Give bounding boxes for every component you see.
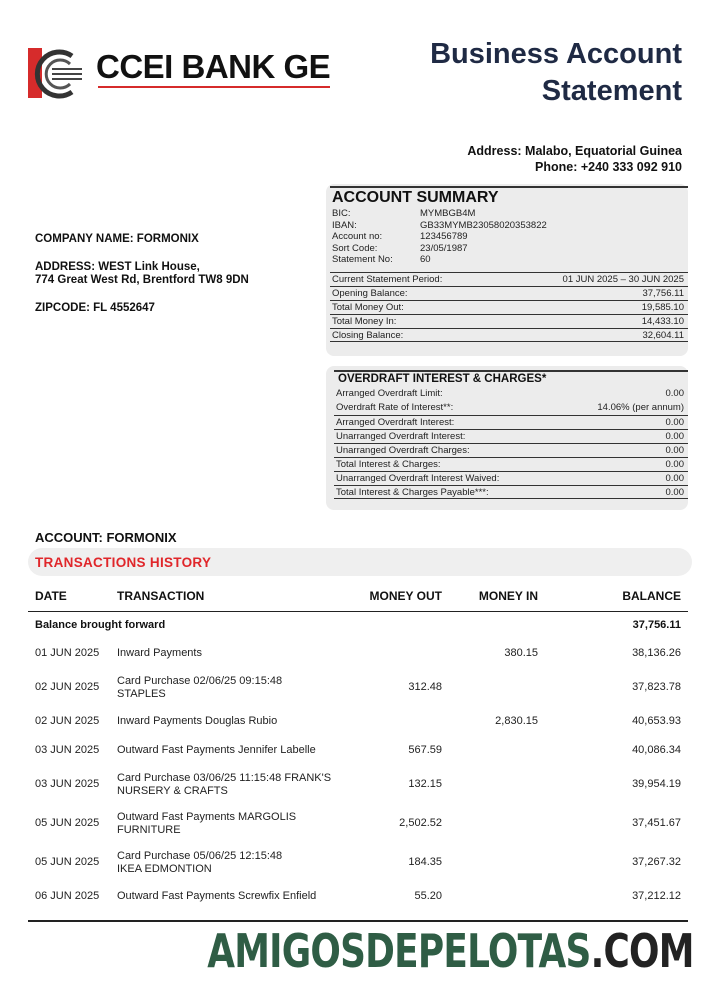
table-row — [28, 736, 688, 765]
line-label: Arranged Overdraft Interest: — [336, 417, 455, 428]
company-address-line2: 774 Great West Rd, Brentford TW8 9DN — [35, 274, 249, 286]
summary-detail-row — [332, 220, 547, 232]
account-summary — [326, 184, 688, 356]
line-label: Total Money In: — [332, 316, 397, 327]
bank-logo — [28, 42, 331, 106]
document-title-line2: Statement — [541, 75, 682, 107]
line-label: Unarranged Overdraft Charges: — [336, 445, 470, 456]
detail-label: BIC: — [332, 208, 351, 219]
transactions-table-header — [28, 586, 688, 612]
company-name: COMPANY NAME: FORMONIX — [35, 233, 199, 245]
balance-brought-forward-row — [28, 612, 688, 639]
summary-line — [330, 272, 688, 286]
table-bottom-rule — [28, 920, 688, 922]
row-transaction: Card Purchase 03/06/25 11:15:48 FRANK'S NURSERY & CRAFTS — [117, 772, 332, 797]
detail-label: Sort Code: — [332, 242, 378, 254]
row-money-out: 55.20 — [414, 890, 442, 902]
table-row — [28, 765, 688, 804]
table-row — [28, 639, 688, 668]
row-date: 03 JUN 2025 — [35, 744, 100, 756]
line-value: 0.00 — [665, 473, 684, 484]
overdraft-top-rule — [334, 370, 688, 372]
detail-label: IBAN: — [332, 219, 357, 231]
row-transaction: Card Purchase 02/06/25 09:15:48 STAPLES — [117, 675, 283, 700]
transactions-table-body — [28, 612, 688, 911]
bank-phone: Phone: +240 333 092 910 — [535, 160, 682, 174]
overdraft-line — [334, 471, 688, 485]
account-label: ACCOUNT: FORMONIX — [35, 530, 177, 545]
row-balance: 37,267.32 — [632, 856, 681, 868]
row-date: 02 JUN 2025 — [35, 681, 100, 693]
row-transaction: Outward Fast Payments Screwfix Enfield — [117, 890, 317, 902]
row-money-out: 312.48 — [408, 681, 442, 693]
row-date: 03 JUN 2025 — [35, 778, 100, 790]
table-row — [28, 668, 688, 707]
row-transaction: Card Purchase 05/06/25 12:15:48 IKEA EDMONTION — [117, 850, 283, 875]
col-money-in: MONEY IN — [478, 589, 538, 603]
overdraft-line — [334, 401, 688, 415]
row-balance: 40,086.34 — [632, 744, 681, 756]
row-balance: 39,954.19 — [632, 778, 681, 790]
detail-label: Statement No: — [332, 254, 393, 265]
table-row — [28, 804, 688, 843]
overdraft-line — [334, 443, 688, 457]
overdraft-line — [334, 457, 688, 471]
row-money-in: 2,830.15 — [495, 715, 538, 727]
col-transaction: TRANSACTION — [117, 589, 205, 603]
line-label: Arranged Overdraft Limit: — [336, 388, 443, 399]
overdraft-line — [334, 387, 688, 401]
transaction-rows — [28, 639, 688, 911]
detail-value: 123456789 — [420, 231, 468, 242]
overdraft-summary — [326, 366, 688, 510]
bank-address: Address: Malabo, Equatorial Guinea — [467, 144, 682, 158]
line-value: 0.00 — [665, 431, 684, 442]
detail-value: MYMBGB4M — [420, 208, 476, 219]
document-title-line1: Business Account — [430, 38, 682, 70]
overdraft-line — [334, 485, 688, 499]
line-label: Current Statement Period: — [332, 274, 443, 285]
row-date: 05 JUN 2025 — [35, 856, 100, 868]
summary-detail-row — [332, 254, 547, 266]
summary-details — [332, 208, 547, 266]
line-value: 37,756.11 — [642, 288, 684, 299]
bbf-balance: 37,756.11 — [632, 619, 681, 631]
summary-title: ACCOUNT SUMMARY — [332, 189, 499, 206]
watermark — [208, 924, 694, 978]
watermark-ext: .COM — [590, 924, 694, 978]
row-balance: 38,136.26 — [632, 647, 681, 659]
summary-detail-row — [332, 231, 547, 243]
document-title — [430, 36, 682, 110]
col-balance: BALANCE — [622, 589, 681, 603]
bbf-label: Balance brought forward — [35, 619, 166, 631]
line-value: 0.00 — [665, 487, 684, 498]
row-transaction: Outward Fast Payments MARGOLIS FURNITURE — [117, 811, 297, 836]
summary-line — [330, 328, 688, 342]
row-money-out: 184.35 — [408, 856, 442, 868]
line-value: 0.00 — [665, 417, 684, 428]
overdraft-lines — [334, 387, 688, 499]
company-address-line1: ADDRESS: WEST Link House, — [35, 261, 200, 273]
company-zipcode: ZIPCODE: FL 4552647 — [35, 302, 155, 314]
line-value: 01 JUN 2025 – 30 JUN 2025 — [562, 274, 684, 285]
overdraft-line — [334, 429, 688, 443]
line-value: 0.00 — [665, 445, 684, 456]
watermark-main: AMIGOSDEPELOTAS — [207, 924, 591, 978]
row-transaction: Inward Payments — [117, 647, 202, 659]
row-balance: 37,823.78 — [632, 681, 681, 693]
row-date: 06 JUN 2025 — [35, 890, 100, 902]
line-label: Closing Balance: — [332, 330, 404, 341]
line-value: 14.06% (per annum) — [597, 402, 684, 413]
line-label: Unarranged Overdraft Interest: — [336, 431, 466, 442]
table-row — [28, 843, 688, 882]
transactions-title: TRANSACTIONS HISTORY — [35, 555, 212, 570]
line-label: Opening Balance: — [332, 288, 408, 299]
line-label: Overdraft Rate of Interest**: — [336, 402, 454, 413]
bank-name: CCEI BANK GE — [96, 48, 331, 85]
line-label: Total Interest & Charges Payable***: — [336, 487, 489, 498]
row-date: 01 JUN 2025 — [35, 647, 100, 659]
line-value: 19,585.10 — [641, 302, 684, 313]
row-money-out: 132.15 — [408, 778, 442, 790]
line-label: Unarranged Overdraft Interest Waived: — [336, 473, 500, 484]
row-money-out: 567.59 — [408, 744, 442, 756]
summary-lines — [330, 272, 688, 342]
overdraft-line — [334, 415, 688, 429]
row-transaction: Outward Fast Payments Jennifer Labelle — [117, 744, 316, 756]
bank-logo-icon — [28, 42, 88, 102]
row-transaction: Inward Payments Douglas Rubio — [117, 715, 278, 727]
summary-detail-row — [332, 243, 547, 255]
line-value: 0.00 — [665, 459, 684, 470]
row-date: 02 JUN 2025 — [35, 715, 100, 727]
line-value: 0.00 — [665, 388, 684, 399]
logo-underline — [98, 86, 330, 88]
row-balance: 40,653.93 — [632, 715, 681, 727]
row-date: 05 JUN 2025 — [35, 817, 100, 829]
summary-line — [330, 286, 688, 300]
line-label: Total Interest & Charges: — [336, 459, 441, 470]
detail-value: GB33MYMB23058020353822 — [420, 219, 547, 231]
line-value: 32,604.11 — [642, 330, 684, 341]
detail-value: 60 — [420, 254, 431, 265]
table-row — [28, 882, 688, 911]
detail-label: Account no: — [332, 231, 383, 242]
summary-line — [330, 300, 688, 314]
col-date: DATE — [35, 589, 67, 603]
row-money-out: 2,502.52 — [399, 817, 442, 829]
company-address — [35, 261, 249, 287]
col-money-out: MONEY OUT — [369, 589, 442, 603]
company-info — [35, 233, 249, 330]
line-label: Total Money Out: — [332, 302, 404, 313]
summary-detail-row — [332, 208, 547, 220]
table-row — [28, 707, 688, 736]
overdraft-title: OVERDRAFT INTEREST & CHARGES* — [338, 373, 547, 385]
summary-top-rule — [330, 186, 688, 188]
transactions-section-bar — [28, 548, 692, 576]
summary-line — [330, 314, 688, 328]
detail-value: 23/05/1987 — [420, 242, 468, 254]
row-money-in: 380.15 — [504, 647, 538, 659]
row-balance: 37,451.67 — [632, 817, 681, 829]
line-value: 14,433.10 — [641, 316, 684, 327]
row-balance: 37,212.12 — [632, 890, 681, 902]
bank-contact — [467, 143, 682, 175]
